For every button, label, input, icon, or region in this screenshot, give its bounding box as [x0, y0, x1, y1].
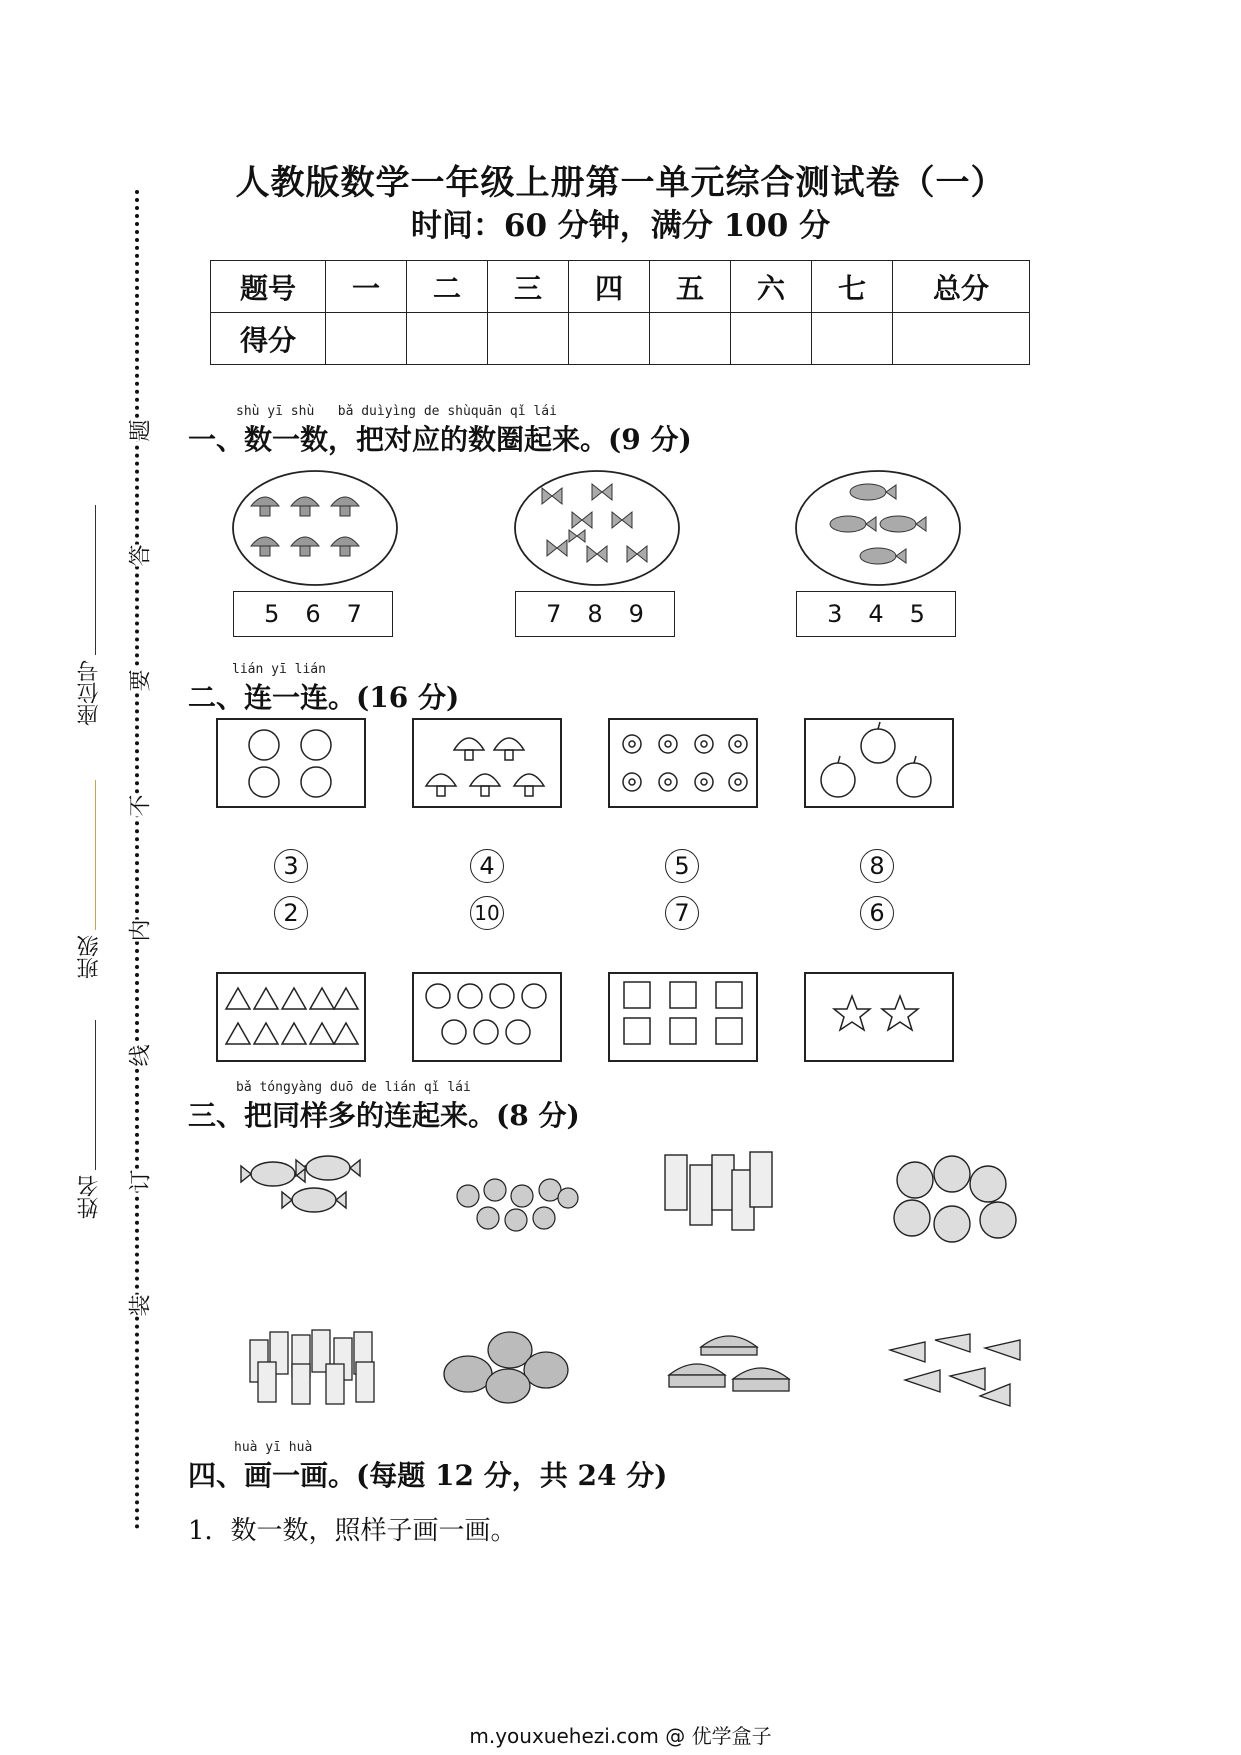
score-cell: 七 [812, 261, 893, 313]
margin-line-name [95, 1020, 97, 1170]
s2-box-triangles [216, 972, 366, 1062]
s3-big-apples [890, 1150, 1025, 1250]
margin-char-zhuang: 装 [128, 1290, 150, 1321]
s2-num-top-3[interactable]: 5 [665, 849, 699, 883]
s2-box-apples [804, 718, 954, 808]
s2-pinyin: lián yī lián [232, 662, 326, 677]
s1-title: 一、数一数，把对应的数圈起来。(9 分) [188, 423, 692, 456]
margin-line-seat [95, 505, 97, 655]
s1-oval-mushrooms [230, 468, 400, 588]
s3-small-apples [450, 1168, 580, 1236]
margin-char-bu: 不 [128, 790, 150, 821]
s3-bottles-large [660, 1140, 775, 1240]
score-blank[interactable] [650, 313, 731, 365]
score-blank[interactable] [326, 313, 407, 365]
score-cell: 二 [407, 261, 488, 313]
s3-cake-slices [885, 1330, 1025, 1410]
s4-pinyin: huà yī huà [234, 1440, 313, 1455]
choice-number[interactable]: 7 [546, 600, 562, 628]
score-row-label: 得分 [211, 313, 326, 365]
s2-num-bottom-2[interactable]: 10 [470, 896, 504, 930]
s2-box-oranges [216, 718, 366, 808]
score-cell: 一 [326, 261, 407, 313]
score-table-header-row [211, 261, 1030, 313]
s2-box-circles [412, 972, 562, 1062]
s1-choice-box-1 [233, 591, 393, 637]
s2-num-top-4[interactable]: 8 [860, 849, 894, 883]
margin-char-xian: 线 [128, 1040, 150, 1071]
s3-potatoes [438, 1322, 573, 1410]
s2-num-top-1[interactable]: 3 [274, 849, 308, 883]
choice-number[interactable]: 5 [264, 600, 280, 628]
choice-number[interactable]: 7 [346, 600, 362, 628]
s1-pinyin: shù yī shù bǎ duìyìng de shùquān qǐ lái [236, 404, 557, 419]
margin-label-name: 姓名 [77, 1175, 102, 1219]
margin-line-class [95, 780, 97, 930]
s2-box-flowers [608, 718, 758, 808]
score-table-score-row [211, 313, 1030, 365]
score-cell: 四 [569, 261, 650, 313]
s2-num-bottom-3[interactable]: 7 [665, 896, 699, 930]
score-blank[interactable] [407, 313, 488, 365]
s1-oval-fish [793, 468, 963, 588]
page-title: 人教版数学一年级上册第一单元综合测试卷（一） [235, 163, 1006, 203]
s3-title: 三、把同样多的连起来。(8 分) [188, 1099, 580, 1132]
s1-oval-butterflies [512, 468, 682, 588]
margin-char-ti: 题 [128, 415, 150, 446]
s2-box-squares [608, 972, 758, 1062]
score-cell: 总分 [893, 261, 1030, 313]
choice-number[interactable]: 6 [305, 600, 321, 628]
margin-char-yao: 要 [128, 665, 150, 696]
score-blank[interactable] [893, 313, 1030, 365]
s2-num-bottom-1[interactable]: 2 [274, 896, 308, 930]
score-blank[interactable] [488, 313, 569, 365]
margin-char-da: 答 [128, 540, 150, 571]
choice-number[interactable]: 5 [909, 600, 925, 628]
score-cell: 三 [488, 261, 569, 313]
s4-question-1: 1．数一数，照样子画一画。 [188, 1516, 517, 1546]
s2-box-mushrooms [412, 718, 562, 808]
s2-num-top-2[interactable]: 4 [470, 849, 504, 883]
margin-char-nei: 内 [128, 915, 150, 946]
score-cell: 题号 [211, 261, 326, 313]
choice-number[interactable]: 9 [628, 600, 644, 628]
choice-number[interactable]: 3 [827, 600, 843, 628]
s2-title: 二、连一连。(16 分) [188, 681, 460, 714]
s3-bottles-small [244, 1320, 380, 1410]
s4-title: 四、画一画。(每题 12 分，共 24 分) [188, 1459, 668, 1492]
margin-label-seat: 座位号 [77, 660, 102, 726]
choice-number[interactable]: 8 [587, 600, 603, 628]
s1-choice-box-3 [796, 591, 956, 637]
s2-box-stars [804, 972, 954, 1062]
score-cell: 五 [650, 261, 731, 313]
score-blank[interactable] [731, 313, 812, 365]
score-blank[interactable] [569, 313, 650, 365]
footer-watermark: m.youxuehezi.com @ 优学盒子 [469, 1724, 772, 1748]
s3-burgers [665, 1325, 795, 1410]
margin-dotted-line [135, 190, 139, 1530]
choice-number[interactable]: 4 [868, 600, 884, 628]
s3-pinyin: bǎ tóngyàng duō de lián qǐ lái [236, 1080, 471, 1095]
s2-num-bottom-4[interactable]: 6 [860, 896, 894, 930]
page-subtitle: 时间：60 分钟，满分 100 分 [410, 208, 831, 244]
margin-label-class: 班级 [77, 935, 102, 979]
margin-char-ding: 订 [128, 1165, 150, 1196]
score-table [210, 260, 1030, 365]
s1-choice-box-2 [515, 591, 675, 637]
score-cell: 六 [731, 261, 812, 313]
score-blank[interactable] [812, 313, 893, 365]
s3-candies [238, 1148, 378, 1228]
